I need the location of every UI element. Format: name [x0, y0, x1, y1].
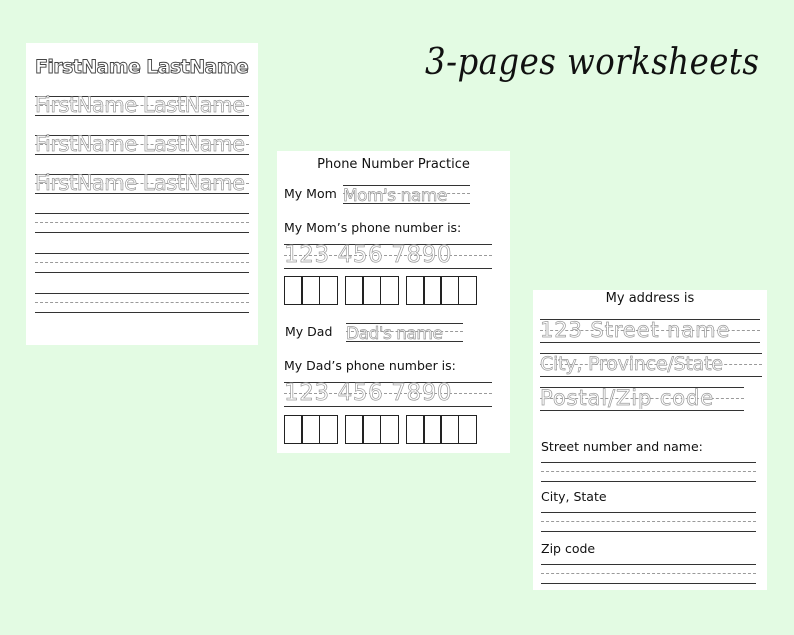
- blank-writing-line[interactable]: [35, 293, 249, 313]
- street-trace-line: [540, 319, 760, 343]
- digit-box[interactable]: [423, 276, 442, 305]
- mom-label: My Mom: [284, 186, 337, 201]
- blank-writing-line[interactable]: [35, 253, 249, 273]
- blank-writing-line[interactable]: [35, 213, 249, 233]
- mom-phone-boxes: [284, 276, 477, 305]
- name-trace-text: FirstName LastName: [35, 94, 245, 116]
- address-page-title: My address is: [605, 291, 695, 306]
- worksheet-banner-title: 3-pages worksheets: [425, 42, 760, 83]
- street-writing-line[interactable]: [541, 462, 756, 482]
- dad-name-trace-line: [346, 323, 463, 344]
- dad-phone-boxes: [284, 415, 477, 444]
- digit-box[interactable]: [458, 415, 477, 444]
- digit-box[interactable]: [301, 276, 320, 305]
- city-trace-line: [540, 353, 762, 377]
- digit-box[interactable]: [284, 415, 303, 444]
- digit-box[interactable]: [362, 415, 381, 444]
- name-tracing-page: [26, 43, 258, 345]
- digit-box[interactable]: [440, 415, 459, 444]
- name-trace-text: FirstName LastName: [35, 133, 245, 155]
- address-page: [533, 290, 767, 590]
- digit-box[interactable]: [406, 415, 425, 444]
- digit-box[interactable]: [319, 276, 338, 305]
- digit-box[interactable]: [440, 276, 459, 305]
- name-trace-row: [35, 135, 249, 155]
- mom-name-trace-line: [343, 185, 470, 206]
- digit-box[interactable]: [423, 415, 442, 444]
- dad-phone-trace-text: 123 456 7890: [284, 382, 453, 404]
- digit-box[interactable]: [380, 415, 399, 444]
- dad-name-trace-text: Dad's name: [346, 324, 443, 344]
- dad-phone-trace-line: [284, 382, 492, 407]
- digit-box[interactable]: [345, 415, 364, 444]
- dad-phone-label: My Dad’s phone number is:: [284, 358, 456, 373]
- mom-name-trace-text: Mom's name: [343, 186, 447, 206]
- digit-box[interactable]: [380, 276, 399, 305]
- city-writing-line[interactable]: [541, 512, 756, 532]
- digit-box[interactable]: [458, 276, 477, 305]
- digit-box[interactable]: [319, 415, 338, 444]
- city-trace-text: City, Province/State: [540, 353, 723, 375]
- digit-box[interactable]: [284, 276, 303, 305]
- phone-page-title: Phone Number Practice: [317, 157, 470, 172]
- digit-box[interactable]: [362, 276, 381, 305]
- mom-phone-trace-text: 123 456 7890: [284, 244, 453, 266]
- mom-phone-trace-line: [284, 244, 492, 269]
- digit-box[interactable]: [345, 276, 364, 305]
- street-trace-text: 123 Street name: [540, 319, 731, 341]
- name-trace-row: [35, 96, 249, 116]
- digit-box[interactable]: [301, 415, 320, 444]
- postal-trace-text: Postal/Zip code: [540, 387, 715, 409]
- name-header-line: [35, 58, 249, 78]
- dad-label: My Dad: [285, 324, 333, 339]
- zip-writing-line[interactable]: [541, 564, 756, 584]
- name-header-text: FirstName LastName: [35, 56, 249, 78]
- street-label: Street number and name:: [541, 439, 703, 454]
- phone-practice-page: [277, 151, 510, 453]
- postal-trace-line: [540, 387, 744, 411]
- zip-label: Zip code: [541, 541, 596, 556]
- digit-box[interactable]: [406, 276, 425, 305]
- city-label: City, State: [541, 489, 607, 504]
- name-trace-text: FirstName LastName: [35, 172, 245, 194]
- name-trace-row: [35, 174, 249, 194]
- mom-phone-label: My Mom’s phone number is:: [284, 220, 462, 235]
